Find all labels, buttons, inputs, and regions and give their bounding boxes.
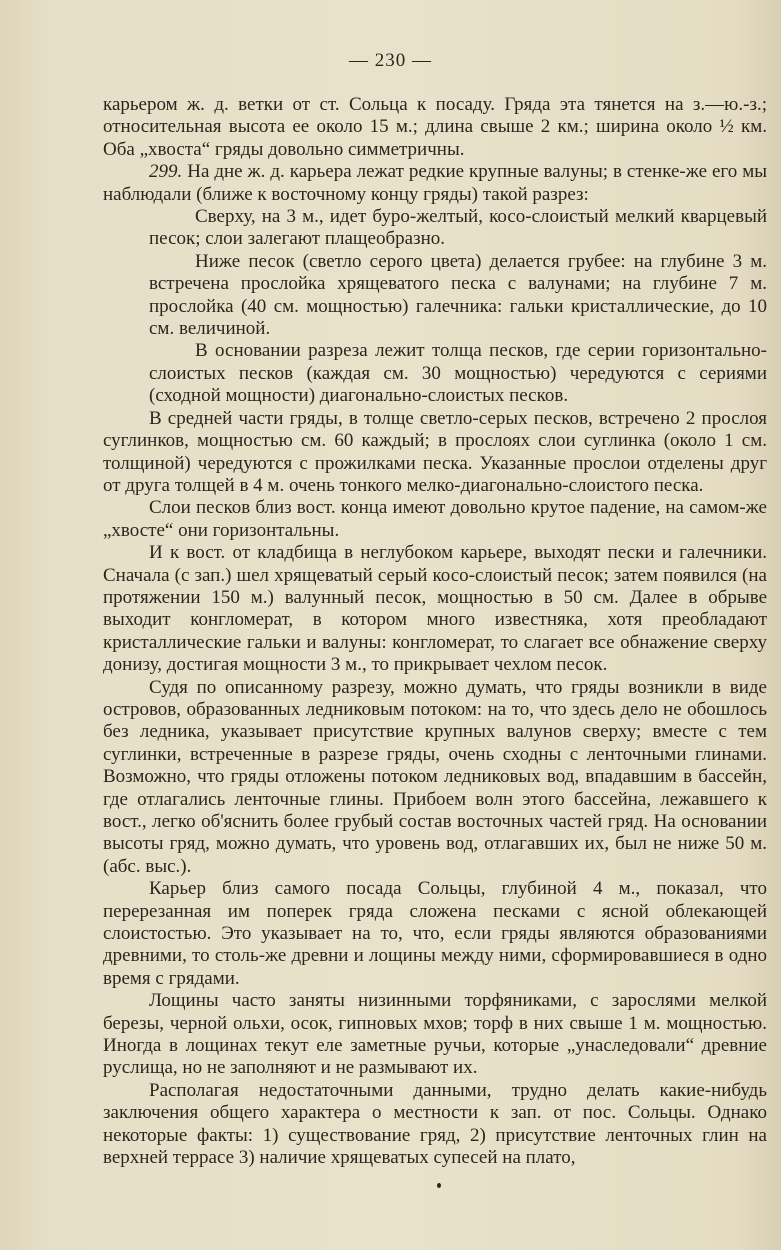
section-number: 299. bbox=[149, 161, 183, 183]
paragraph: В основании разреза лежит толща песков, где серии горизонтально-слоистых песков (каждая см. 30 мощностью) чередуются с сериями (сходной мощности) диагонально-слоистых песков. bbox=[149, 340, 767, 407]
paragraph: Лощины часто заняты низинными торфяниками, с зарослями мелкой березы, черной ольхи, осок, гипновых мхов; торф в них свыше 1 м. мощностью. Иногда в лощинах текут еле заметные ручьи, которые „унаследовали“ древние руслища, но не заполняют и не размывают их. bbox=[103, 990, 767, 1079]
page-body bbox=[103, 94, 767, 1170]
paragraph: карьером ж. д. ветки от ст. Сольца к посаду. Гряда эта тянется на з.—ю.-з.; относительная высота ее около 15 м.; длина свыше 2 км.; ширина около ½ км. Оба „хвоста“ гряды довольно симметричны. bbox=[103, 94, 767, 160]
page-number: — 230 — bbox=[349, 50, 432, 71]
paragraph: Слои песков близ вост. конца имеют довольно крутое падение, на самом-же „хвосте“ они горизонтальны. bbox=[103, 497, 767, 541]
paragraph: Карьер близ самого посада Сольцы, глубиной 4 м., показал, что перерезанная им поперек гряда сложена песками с ясной облекающей слоистостью. Это указывает на то, что, если гряды являются образованиями древними, то столь-же древни и лощины между ними, сформировавшиеся в одно время с грядами. bbox=[103, 878, 767, 989]
paragraph: И к вост. от кладбища в неглубоком карьере, выходят пески и галечники. Сначала (с зап.) шел хрящеватый серый косо-слоистый песок; затем появился (на протяжении 150 м.) валунный песок, мощностью в 50 см. Далее в обрыве выходит конгломерат, в котором много известняка, хотя преобладают кристаллические гальки и валуны: конгломерат, то слагает все обнажение сверху донизу, достигая мощности 3 м., то прикрывает чехлом песок. bbox=[103, 542, 767, 676]
paragraph: Ниже песок (светло серого цвета) делается грубее: на глубине 3 м. встречена прослойка хрящеватого песка с валунами; на глубине 7 м. прослойка (40 см. мощностью) галечника: гальки кристаллические, до 10 см. величиной. bbox=[149, 250, 767, 340]
paragraph-text: На дне ж. д. карьера лежат редкие крупные валуны; в стенке-же его мы наблюдали (ближе к восточному концу гряды) такой разрез: bbox=[103, 161, 768, 205]
paragraph: Сверху, на 3 м., идет буро-желтый, косо-слоистый мелкий кварцевый песок; слои залегают плащеобразно. bbox=[149, 206, 767, 250]
paragraph: Судя по описанному разрезу, можно думать, что гряды возникли в виде островов, образованных ледниковым потоком: на то, что здесь дело не обошлось без ледника, указывает присутствие крупных валунов сверху; вместе с тем суглинки, встреченные в разрезе гряды, очень сходны с ленточными глинами. Возможно, что гряды отложены потоком ледниковых вод, впадавшим в бассейн, где отлагались ленточные глины. Прибоем волн этого бассейна, лежавшего к вост., легко об'яснить более грубый состав восточных частей гряд. На основании высоты гряд, можно думать, что уровень вод, отлагавших их, был не ниже 50 м. (абс. выс.). bbox=[103, 676, 767, 877]
paragraph: В средней части гряды, в толще светло-серых песков, встречено 2 прослоя суглинков, мощностью см. 60 каждый; в прослоях слои суглинка (около 1 см. толщиной) чередуются с прожилками песка. Указанные прослои отделены друг от друга толщей в 4 м. очень тонкого мелко-диагонально-слоистого песка. bbox=[103, 407, 767, 496]
paragraph: Располагая недостаточными данными, трудно делать какие-нибудь заключения общего характера о местности к зап. от пос. Сольцы. Однако некоторые факты: 1) существование гряд, 2) присутствие ленточных глин на верхней террасе 3) наличие хрящеватых супесей на плато, bbox=[103, 1079, 767, 1169]
ink-speck bbox=[437, 1183, 441, 1188]
paragraph-299 bbox=[103, 161, 767, 206]
